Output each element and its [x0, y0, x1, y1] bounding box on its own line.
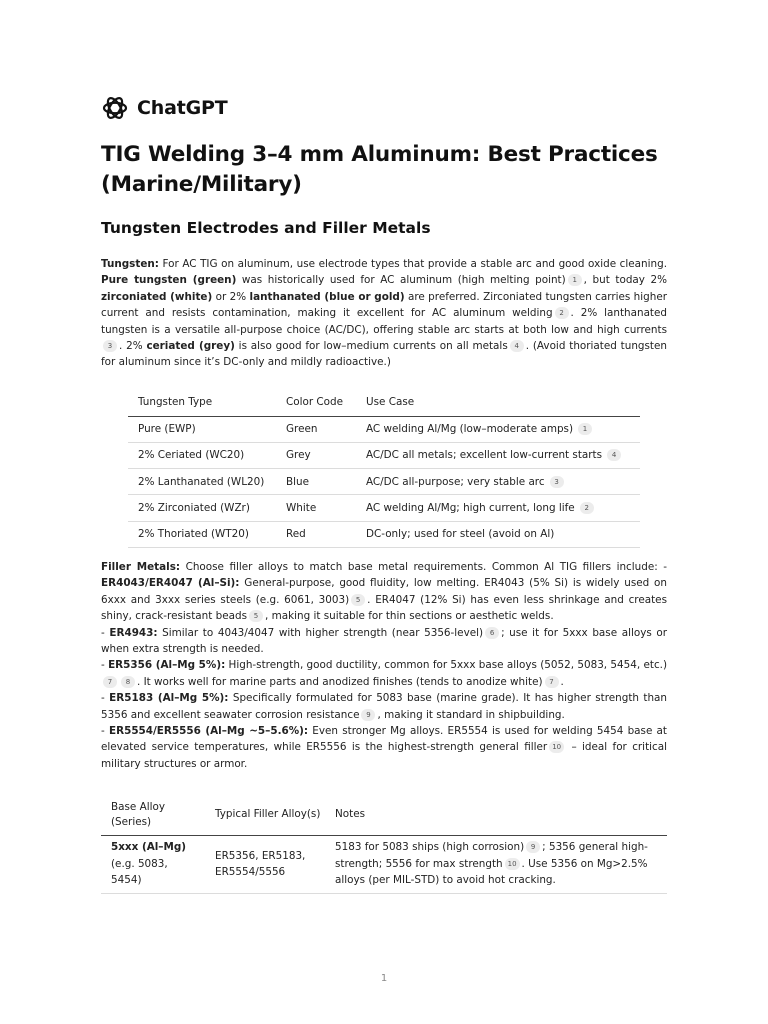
bold-term: ER5183 (Al–Mg 5%): — [109, 692, 229, 705]
citation-badge[interactable]: 4 — [607, 449, 621, 461]
use-case-text: AC/DC all-purpose; very stable arc — [366, 475, 545, 488]
page-number: 1 — [380, 973, 388, 984]
text-run: - — [101, 725, 109, 738]
text-run: . 2% — [119, 340, 147, 353]
citation-badge[interactable]: 7 — [545, 676, 559, 688]
column-header: Use Case — [356, 389, 640, 416]
text-run: is also good for low–medium currents on all metals — [234, 340, 508, 353]
citation-badge[interactable]: 8 — [121, 676, 135, 688]
tungsten-paragraph — [101, 256, 667, 371]
table-row — [128, 521, 640, 547]
bold-term: ER5554/ER5556 (Al–Mg ~5–5.6%): — [108, 725, 309, 738]
bold-term: ceriated (grey) — [146, 340, 235, 353]
text-run: . (Avoid thoriated tungsten for aluminum since it’s DC-only and mildly radioactive.) — [101, 340, 667, 369]
filler-alloy-cell: ER5356, ER5183, ER5554/5556 — [205, 835, 325, 893]
citation-badge[interactable]: 10 — [549, 741, 564, 753]
bold-term: Filler Metals: — [101, 561, 181, 573]
text-run: - — [101, 692, 110, 705]
tungsten-type-cell: 2% Zirconiated (WZr) — [128, 495, 276, 521]
citation-badge[interactable]: 5 — [249, 610, 263, 622]
tungsten-type-cell: 2% Thoriated (WT20) — [128, 521, 276, 547]
bold-term: zirconiated (white) — [101, 290, 213, 303]
text-run: High-strength, good ductility, common for 5xxx base alloys (5052, 5083, 5454, etc.) — [225, 659, 668, 672]
citation-badge[interactable]: 5 — [351, 594, 365, 606]
bold-term: Pure tungsten (green) — [101, 274, 237, 287]
color-code-cell: Grey — [276, 442, 356, 468]
bold-term: ER5356 (Al–Mg 5%): — [108, 659, 226, 672]
brand-name: ChatGPT — [137, 97, 228, 119]
color-code-cell: Red — [276, 521, 356, 547]
section-heading: Tungsten Electrodes and Filler Metals — [101, 219, 431, 237]
bold-term: lanthanated (blue or gold) — [249, 290, 405, 303]
citation-badge[interactable]: 1 — [568, 274, 582, 286]
tungsten-type-cell: 2% Ceriated (WC20) — [128, 442, 276, 468]
base-alloy-examples: (e.g. 5083, 5454) — [111, 857, 168, 887]
use-case-cell — [356, 495, 640, 521]
text-run: 5183 for 5083 ships (high corrosion) — [335, 841, 525, 854]
citation-badge[interactable]: 3 — [550, 476, 564, 488]
citation-badge[interactable]: 4 — [510, 340, 524, 352]
text-run: Even stronger Mg alloys. ER5554 is used for welding 5454 base at elevated service temperatures, while ER5556 is the highest-strength general filler — [101, 725, 667, 754]
use-case-text: AC/DC all metals; excellent low-current starts — [366, 449, 603, 462]
base-alloy-name: 5xxx (Al–Mg) — [111, 841, 187, 854]
citation-badge[interactable]: 6 — [485, 627, 499, 639]
chatgpt-logo — [101, 94, 227, 122]
text-run: are preferred. Zirconiated tungsten carries higher current and resists contamination, making it excellent for AC aluminum welding — [101, 290, 668, 320]
tungsten-table — [128, 389, 640, 548]
bold-term: ER4943: — [109, 626, 158, 639]
citation-badge[interactable]: 2 — [555, 307, 569, 319]
text-run: – ideal for critical military structures or armor. — [101, 741, 667, 770]
table-row — [128, 469, 640, 495]
text-run: General-purpose, good fluidity, low melting. ER4043 (5% Si) is widely used on 6xxx and 3xxx series steels (e.g. 6061, 3003) — [101, 577, 667, 606]
column-header: Color Code — [276, 389, 356, 416]
text-run: . ER4047 (12% Si) has even less shrinkage and creates shiny, crack-resistant beads — [101, 593, 667, 623]
citation-badge[interactable]: 1 — [578, 423, 592, 435]
text-run: . It works well for marine parts and anodized finishes (tends to anodize white) — [137, 675, 543, 688]
text-run: . — [560, 675, 564, 688]
text-run: Specifically formulated for 5083 base (marine grade). It has higher strength than 5356 and excellent seawater corrosion resistance — [101, 692, 668, 721]
text-run: , but today 2% — [583, 274, 667, 287]
citation-badge[interactable]: 9 — [526, 841, 540, 853]
text-run: . 2% lanthanated tungsten is a versatile all-purpose choice (AC/DC), offering stable arc starts at both low and high currents — [101, 307, 667, 336]
table-header-row — [128, 389, 640, 416]
table-row — [128, 495, 640, 521]
text-run: , making it standard in shipbuilding. — [377, 708, 565, 721]
color-code-cell: Green — [276, 416, 356, 442]
text-run: was historically used for AC aluminum (high melting point) — [236, 274, 566, 287]
text-run: , making it suitable for thin sections or aesthetic welds. — [264, 610, 554, 623]
base-alloy-cell — [101, 835, 205, 893]
table-row — [128, 442, 640, 468]
bold-term: Tungsten: — [101, 258, 159, 270]
use-case-cell — [356, 416, 640, 442]
use-case-cell — [356, 521, 640, 547]
text-run: ; 5356 general high-strength; 5556 for max strength — [335, 841, 648, 870]
filler-selection-table — [101, 795, 667, 894]
document-title: TIG Welding 3–4 mm Aluminum: Best Practices (Marine/Military) — [101, 142, 658, 197]
use-case-text: AC welding Al/Mg (low–moderate amps) — [366, 423, 574, 436]
citation-badge[interactable]: 7 — [103, 676, 117, 688]
text-run: - — [101, 659, 109, 672]
table-header-row — [101, 795, 667, 835]
use-case-text: AC welding Al/Mg; high current, long life — [366, 502, 575, 515]
citation-badge[interactable]: 10 — [505, 858, 520, 870]
table-row — [101, 835, 667, 893]
column-header: Notes — [325, 795, 667, 835]
openai-logo-icon — [101, 94, 129, 122]
notes-cell — [325, 835, 667, 893]
bold-term: ER4043/ER4047 (Al–Si): — [101, 577, 240, 590]
color-code-cell: White — [276, 495, 356, 521]
column-header: Typical Filler Alloy(s) — [205, 795, 325, 835]
citation-badge[interactable]: 2 — [580, 502, 594, 514]
tungsten-type-cell: 2% Lanthanated (WL20) — [128, 469, 276, 495]
table-row — [128, 416, 640, 442]
column-header: Tungsten Type — [128, 389, 276, 416]
tungsten-type-cell: Pure (EWP) — [128, 416, 276, 442]
text-run: Choose filler alloys to match base metal requirements. Common Al TIG fillers include: - — [180, 561, 667, 573]
citation-badge[interactable]: 3 — [103, 340, 117, 352]
text-run: For AC TIG on aluminum, use electrode types that provide a stable arc and good oxide cleaning. — [158, 258, 667, 270]
use-case-text: DC-only; used for steel (avoid on Al) — [366, 528, 555, 541]
text-run: Similar to 4043/4047 with higher strength (near 5356-level) — [157, 626, 484, 639]
text-run: . Use 5356 on Mg>2.5% alloys (per MIL-STD) to avoid hot cracking. — [335, 857, 648, 887]
column-header: Base Alloy (Series) — [101, 795, 205, 835]
citation-badge[interactable]: 9 — [361, 709, 375, 721]
color-code-cell: Blue — [276, 469, 356, 495]
text-run: - — [101, 626, 110, 639]
use-case-cell — [356, 442, 640, 468]
text-run: ; use it for 5xxx base alloys or when extra strength is needed. — [101, 626, 668, 656]
filler-metals-paragraph — [101, 559, 667, 772]
use-case-cell — [356, 469, 640, 495]
text-run: or 2% — [212, 290, 250, 303]
